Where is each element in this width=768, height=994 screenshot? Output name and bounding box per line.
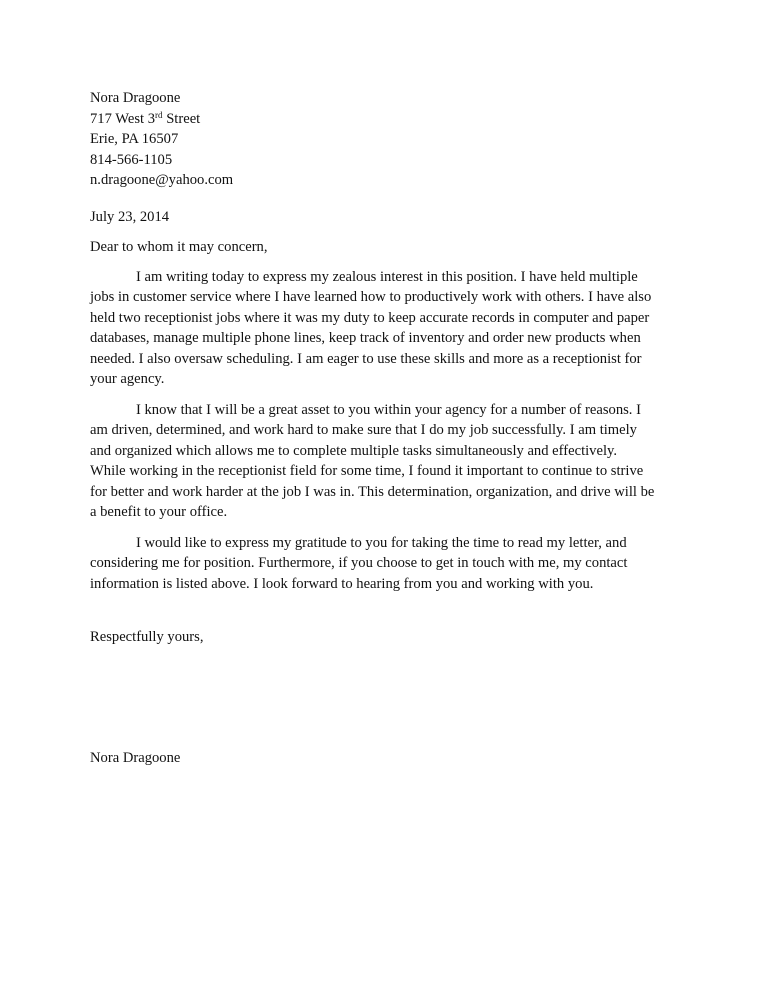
body-paragraph-2 bbox=[90, 400, 680, 523]
sender-phone: 814-566-1105 bbox=[90, 151, 173, 168]
paragraph-line: am driven, determined, and work hard to make sure that I do my job successfully. I am timely bbox=[90, 422, 637, 438]
paragraph-line: for better and work harder at the job I was in. This determination, organization, and drive will be bbox=[90, 483, 655, 500]
letter-date: July 23, 2014 bbox=[90, 208, 170, 225]
paragraph-line: and organized which allows me to complete multiple tasks simultaneously and effectively. bbox=[90, 442, 617, 459]
paragraph-line: databases, manage multiple phone lines, keep track of inventory and order new products when bbox=[90, 330, 641, 346]
sender-address-block bbox=[90, 88, 680, 191]
paragraph-line: considering me for position. Furthermore, if you choose to get in touch with me, my contact bbox=[90, 555, 628, 571]
paragraph-line: your agency. bbox=[90, 371, 165, 387]
sender-email: n.dragoone@yahoo.com bbox=[90, 172, 234, 188]
closing: Respectfully yours, bbox=[90, 629, 204, 645]
paragraph-line: I know that I will be a great asset to you within your agency for a number of reasons. I bbox=[136, 401, 641, 418]
paragraph-line: While working in the receptionist field for some time, I found it important to continue to strive bbox=[90, 463, 644, 479]
body-paragraph-3 bbox=[90, 533, 680, 595]
street-number-text: 717 West 3 bbox=[90, 110, 156, 127]
paragraph-line: information is listed above. I look forward to hearing from you and working with you. bbox=[90, 575, 594, 592]
sender-city: Erie, PA 16507 bbox=[90, 131, 179, 147]
paragraph-line: I am writing today to express my zealous interest in this position. I have held multiple bbox=[136, 268, 638, 285]
paragraph-line: held two receptionist jobs where it was my duty to keep accurate records in computer and paper bbox=[90, 309, 650, 326]
street-ordinal-superscript: rd bbox=[155, 109, 163, 120]
signature-name: Nora Dragoone bbox=[90, 750, 181, 766]
letter-content bbox=[90, 88, 680, 768]
salutation: Dear to whom it may concern, bbox=[90, 238, 268, 255]
body-paragraph-1 bbox=[90, 267, 680, 390]
sender-name: Nora Dragoone bbox=[90, 90, 181, 106]
paragraph-line: I would like to express my gratitude to you for taking the time to read my letter, and bbox=[136, 534, 627, 551]
sender-street bbox=[90, 109, 680, 130]
paragraph-line: needed. I also oversaw scheduling. I am eager to use these skills and more as a receptionist for bbox=[90, 350, 642, 367]
paragraph-line: jobs in customer service where I have learned how to productively work with others. I have also bbox=[90, 289, 652, 305]
street-name-text: Street bbox=[162, 110, 201, 127]
paragraph-line: a benefit to your office. bbox=[90, 504, 228, 520]
